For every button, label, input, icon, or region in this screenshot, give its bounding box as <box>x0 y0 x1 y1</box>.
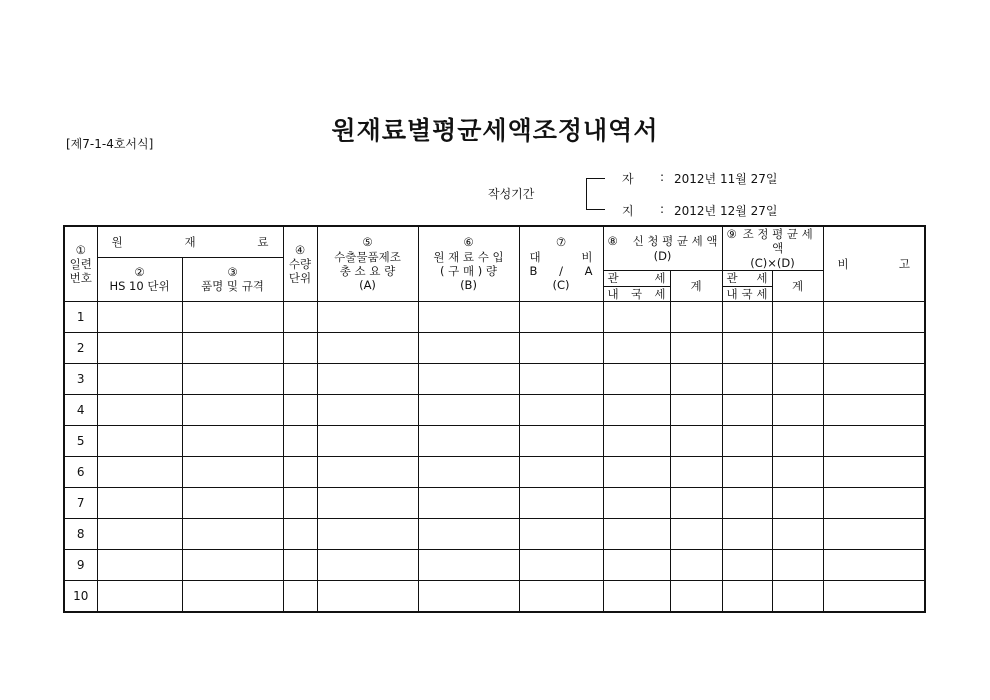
table-row <box>64 426 925 457</box>
unit-cell[interactable] <box>283 488 317 519</box>
applied-customs-header <box>603 271 670 302</box>
adjusted-total-cell[interactable] <box>772 581 823 613</box>
purchase-cell[interactable] <box>418 488 519 519</box>
applied-customs-cell[interactable] <box>603 519 670 550</box>
ratio-cell[interactable] <box>519 426 603 457</box>
hs-code-cell[interactable] <box>97 364 182 395</box>
hs-code-cell[interactable] <box>97 581 182 613</box>
applied-customs-label <box>604 271 670 286</box>
applied-total-cell[interactable] <box>670 426 722 457</box>
remarks-cell[interactable] <box>823 364 925 395</box>
name-spec-cell[interactable] <box>182 550 283 581</box>
applied-domestic-char1: 내 <box>607 286 619 301</box>
row-number: 2 <box>64 333 97 364</box>
purchase-cell[interactable] <box>418 364 519 395</box>
adjusted-total-header: 계 <box>772 271 823 302</box>
name-spec-cell[interactable] <box>182 395 283 426</box>
purchase-cell[interactable] <box>418 550 519 581</box>
adjusted-total-cell[interactable] <box>772 364 823 395</box>
adjusted-total-cell[interactable] <box>772 488 823 519</box>
adjusted-customs-cell[interactable] <box>722 364 772 395</box>
period-from-label: 자 <box>622 172 634 186</box>
requirement-header <box>317 226 418 302</box>
material-header-char2: 재 <box>184 234 196 249</box>
applied-total-cell[interactable] <box>670 457 722 488</box>
hs-code-cell[interactable] <box>97 426 182 457</box>
purchase-header-code: (B) <box>460 278 477 293</box>
period-from-date[interactable]: 2012년 11월 27일 <box>674 172 778 186</box>
table-row <box>64 395 925 426</box>
remarks-cell[interactable] <box>823 488 925 519</box>
remarks-cell[interactable] <box>823 333 925 364</box>
unit-cell[interactable] <box>283 457 317 488</box>
ratio-header-num: ⑦ <box>555 235 567 250</box>
adjusted-domestic-label <box>723 287 772 301</box>
unit-cell[interactable] <box>283 581 317 613</box>
applied-customs-cell[interactable] <box>603 426 670 457</box>
adjusted-tax-header-label: 조 정 평 균 세 액 <box>742 227 813 256</box>
row-number: 8 <box>64 519 97 550</box>
ratio-header-code: (C) <box>552 278 570 293</box>
adjusted-domestic-char1: 내 <box>726 286 738 301</box>
table-row <box>64 457 925 488</box>
applied-total-cell[interactable] <box>670 519 722 550</box>
adjusted-customs-cell[interactable] <box>722 426 772 457</box>
hs-code-cell[interactable] <box>97 302 182 333</box>
applied-customs-char2: 세 <box>654 271 666 286</box>
applied-customs-cell[interactable] <box>603 581 670 613</box>
purchase-header-line1: 원 재 료 수 입 <box>433 249 504 264</box>
ratio-header-slash: / <box>559 264 563 279</box>
name-spec-cell[interactable] <box>182 519 283 550</box>
requirement-cell[interactable] <box>317 426 418 457</box>
applied-tax-header-code: (D) <box>653 248 672 263</box>
applied-tax-header-line1 <box>604 234 722 248</box>
purchase-header-line2: ( 구 매 ) 량 <box>440 264 497 279</box>
period-label: 작성기간 <box>488 187 535 201</box>
applied-total-cell[interactable] <box>670 550 722 581</box>
adjusted-total-cell[interactable] <box>772 426 823 457</box>
adjusted-customs-cell[interactable] <box>722 519 772 550</box>
remarks-header-char1: 비 <box>837 256 849 271</box>
serial-header-num: ① <box>75 242 86 257</box>
applied-customs-cell[interactable] <box>603 333 670 364</box>
remarks-cell[interactable] <box>823 457 925 488</box>
adjusted-customs-char1: 관 <box>726 271 738 286</box>
applied-customs-cell[interactable] <box>603 457 670 488</box>
row-number: 10 <box>64 581 97 613</box>
row-number: 5 <box>64 426 97 457</box>
requirement-cell[interactable] <box>317 395 418 426</box>
requirement-cell[interactable] <box>317 302 418 333</box>
adjusted-customs-cell[interactable] <box>722 550 772 581</box>
adjusted-total-cell[interactable] <box>772 457 823 488</box>
adjusted-customs-cell[interactable] <box>722 457 772 488</box>
row-number: 3 <box>64 364 97 395</box>
row-number: 9 <box>64 550 97 581</box>
hs-code-cell[interactable] <box>97 550 182 581</box>
hs-code-header <box>97 257 182 302</box>
serial-header <box>64 226 97 302</box>
ratio-header <box>519 226 603 302</box>
table-row <box>64 581 925 613</box>
material-header-char1: 원 <box>111 234 123 249</box>
row-number: 7 <box>64 488 97 519</box>
remarks-cell[interactable] <box>823 302 925 333</box>
ratio-cell[interactable] <box>519 395 603 426</box>
adjusted-domestic-char2: 국 <box>741 286 753 301</box>
table-row <box>64 333 925 364</box>
applied-total-cell[interactable] <box>670 302 722 333</box>
name-spec-cell[interactable] <box>182 426 283 457</box>
name-spec-header <box>182 257 283 302</box>
requirement-header-line1: 수출물품제조 <box>334 249 401 264</box>
applied-total-cell[interactable] <box>670 581 722 613</box>
requirement-cell[interactable] <box>317 488 418 519</box>
unit-cell[interactable] <box>283 302 317 333</box>
remarks-cell[interactable] <box>823 550 925 581</box>
applied-total-cell[interactable] <box>670 488 722 519</box>
ratio-cell[interactable] <box>519 333 603 364</box>
remarks-cell[interactable] <box>823 581 925 613</box>
table-row <box>64 550 925 581</box>
requirement-header-code: (A) <box>359 278 376 293</box>
ratio-header-line1 <box>520 250 603 264</box>
ratio-header-b: B <box>529 264 538 279</box>
name-spec-cell[interactable] <box>182 488 283 519</box>
name-spec-header-label: 품명 및 규격 <box>201 279 264 294</box>
applied-total-cell[interactable] <box>670 395 722 426</box>
remarks-cell[interactable] <box>823 395 925 426</box>
adjusted-tax-header-line1 <box>723 227 823 256</box>
adjusted-total-cell[interactable] <box>772 519 823 550</box>
adjusted-total-cell[interactable] <box>772 302 823 333</box>
table-row <box>64 488 925 519</box>
adjusted-customs-cell[interactable] <box>722 395 772 426</box>
requirement-cell[interactable] <box>317 519 418 550</box>
adjusted-customs-cell[interactable] <box>722 302 772 333</box>
ratio-header-char1: 대 <box>529 249 541 264</box>
material-header <box>97 226 283 257</box>
purchase-cell[interactable] <box>418 426 519 457</box>
applied-domestic-label <box>604 287 670 301</box>
purchase-cell[interactable] <box>418 519 519 550</box>
hs-code-header-label: HS 10 단위 <box>109 279 170 294</box>
unit-cell[interactable] <box>283 426 317 457</box>
period-to-label: 지 <box>622 204 634 218</box>
adjusted-customs-char2: 세 <box>756 271 768 286</box>
unit-cell[interactable] <box>283 333 317 364</box>
adjusted-tax-header-num: ⑨ <box>726 227 737 241</box>
name-spec-cell[interactable] <box>182 333 283 364</box>
applied-customs-char1: 관 <box>607 271 619 286</box>
name-spec-header-num: ③ <box>227 264 238 279</box>
unit-cell[interactable] <box>283 550 317 581</box>
applied-domestic-char3: 세 <box>654 286 666 301</box>
purchase-header <box>418 226 519 302</box>
unit-header-line1: 수량 <box>288 256 312 271</box>
adjusted-tax-header-code: (C)×(D) <box>750 255 795 270</box>
table-row <box>64 302 925 333</box>
hs-code-cell[interactable] <box>97 519 182 550</box>
unit-cell[interactable] <box>283 364 317 395</box>
applied-tax-header-num: ⑧ <box>607 234 618 249</box>
remarks-cell[interactable] <box>823 519 925 550</box>
adjusted-customs-cell[interactable] <box>722 581 772 613</box>
ratio-header-char2: 비 <box>581 249 593 264</box>
applied-customs-cell[interactable] <box>603 550 670 581</box>
requirement-cell[interactable] <box>317 581 418 613</box>
applied-customs-cell[interactable] <box>603 364 670 395</box>
remarks-cell[interactable] <box>823 426 925 457</box>
ratio-cell[interactable] <box>519 519 603 550</box>
applied-tax-header <box>603 226 722 271</box>
table-row <box>64 364 925 395</box>
material-header-char3: 료 <box>257 234 269 249</box>
name-spec-cell[interactable] <box>182 302 283 333</box>
applied-total-cell[interactable] <box>670 364 722 395</box>
name-spec-cell[interactable] <box>182 457 283 488</box>
unit-header <box>283 226 317 302</box>
applied-domestic-char2: 국 <box>630 286 643 301</box>
hs-code-cell[interactable] <box>97 457 182 488</box>
serial-header-line1: 일련 <box>69 256 92 271</box>
hs-code-cell[interactable] <box>97 333 182 364</box>
name-spec-cell[interactable] <box>182 364 283 395</box>
row-number: 6 <box>64 457 97 488</box>
serial-header-line2: 번호 <box>69 271 92 286</box>
unit-header-num: ④ <box>294 242 306 257</box>
ratio-cell[interactable] <box>519 364 603 395</box>
ratio-cell[interactable] <box>519 302 603 333</box>
purchase-cell[interactable] <box>418 395 519 426</box>
requirement-cell[interactable] <box>317 550 418 581</box>
hs-code-cell[interactable] <box>97 395 182 426</box>
applied-total-header: 계 <box>670 271 722 302</box>
adjusted-tax-header <box>722 226 823 271</box>
adjusted-total-cell[interactable] <box>772 550 823 581</box>
adjusted-customs-cell[interactable] <box>722 488 772 519</box>
document-title: 원재료별평균세액조정내역서 <box>331 116 659 145</box>
ratio-header-a: A <box>584 264 593 279</box>
adjustment-table <box>63 225 926 613</box>
form-code: [제7-1-4호서식] <box>66 137 154 151</box>
row-number: 4 <box>64 395 97 426</box>
purchase-cell[interactable] <box>418 457 519 488</box>
unit-cell[interactable] <box>283 395 317 426</box>
hs-code-cell[interactable] <box>97 488 182 519</box>
table-row <box>64 519 925 550</box>
unit-header-line2: 단위 <box>288 271 312 286</box>
ratio-header-line2 <box>520 264 603 278</box>
adjusted-total-cell[interactable] <box>772 395 823 426</box>
applied-customs-cell[interactable] <box>603 488 670 519</box>
period-bracket <box>586 178 605 210</box>
remarks-header-char2: 고 <box>898 256 910 271</box>
ratio-cell[interactable] <box>519 581 603 613</box>
ratio-cell[interactable] <box>519 457 603 488</box>
row-number: 1 <box>64 302 97 333</box>
purchase-cell[interactable] <box>418 333 519 364</box>
adjusted-customs-header <box>722 271 772 302</box>
purchase-header-num: ⑥ <box>463 235 474 250</box>
requirement-header-line2: 총 소 요 량 <box>339 264 396 279</box>
purchase-cell[interactable] <box>418 302 519 333</box>
period-from-colon: : <box>660 170 665 184</box>
table-body <box>64 302 925 613</box>
ratio-cell[interactable] <box>519 488 603 519</box>
requirement-cell[interactable] <box>317 457 418 488</box>
hs-code-header-num: ② <box>134 264 145 279</box>
applied-customs-cell[interactable] <box>603 395 670 426</box>
unit-cell[interactable] <box>283 519 317 550</box>
period-to-date[interactable]: 2012년 12월 27일 <box>674 204 778 218</box>
applied-tax-header-label: 신 청 평 균 세 액 <box>632 234 718 249</box>
adjusted-total-cell[interactable] <box>772 333 823 364</box>
name-spec-cell[interactable] <box>182 581 283 613</box>
applied-customs-cell[interactable] <box>603 302 670 333</box>
applied-total-cell[interactable] <box>670 333 722 364</box>
ratio-cell[interactable] <box>519 550 603 581</box>
remarks-header <box>823 226 925 302</box>
adjusted-customs-cell[interactable] <box>722 333 772 364</box>
purchase-cell[interactable] <box>418 581 519 613</box>
adjusted-domestic-char3: 세 <box>756 286 768 301</box>
requirement-cell[interactable] <box>317 364 418 395</box>
requirement-cell[interactable] <box>317 333 418 364</box>
period-to-colon: : <box>660 202 665 216</box>
adjusted-customs-label <box>723 271 772 286</box>
requirement-header-num: ⑤ <box>362 235 373 250</box>
